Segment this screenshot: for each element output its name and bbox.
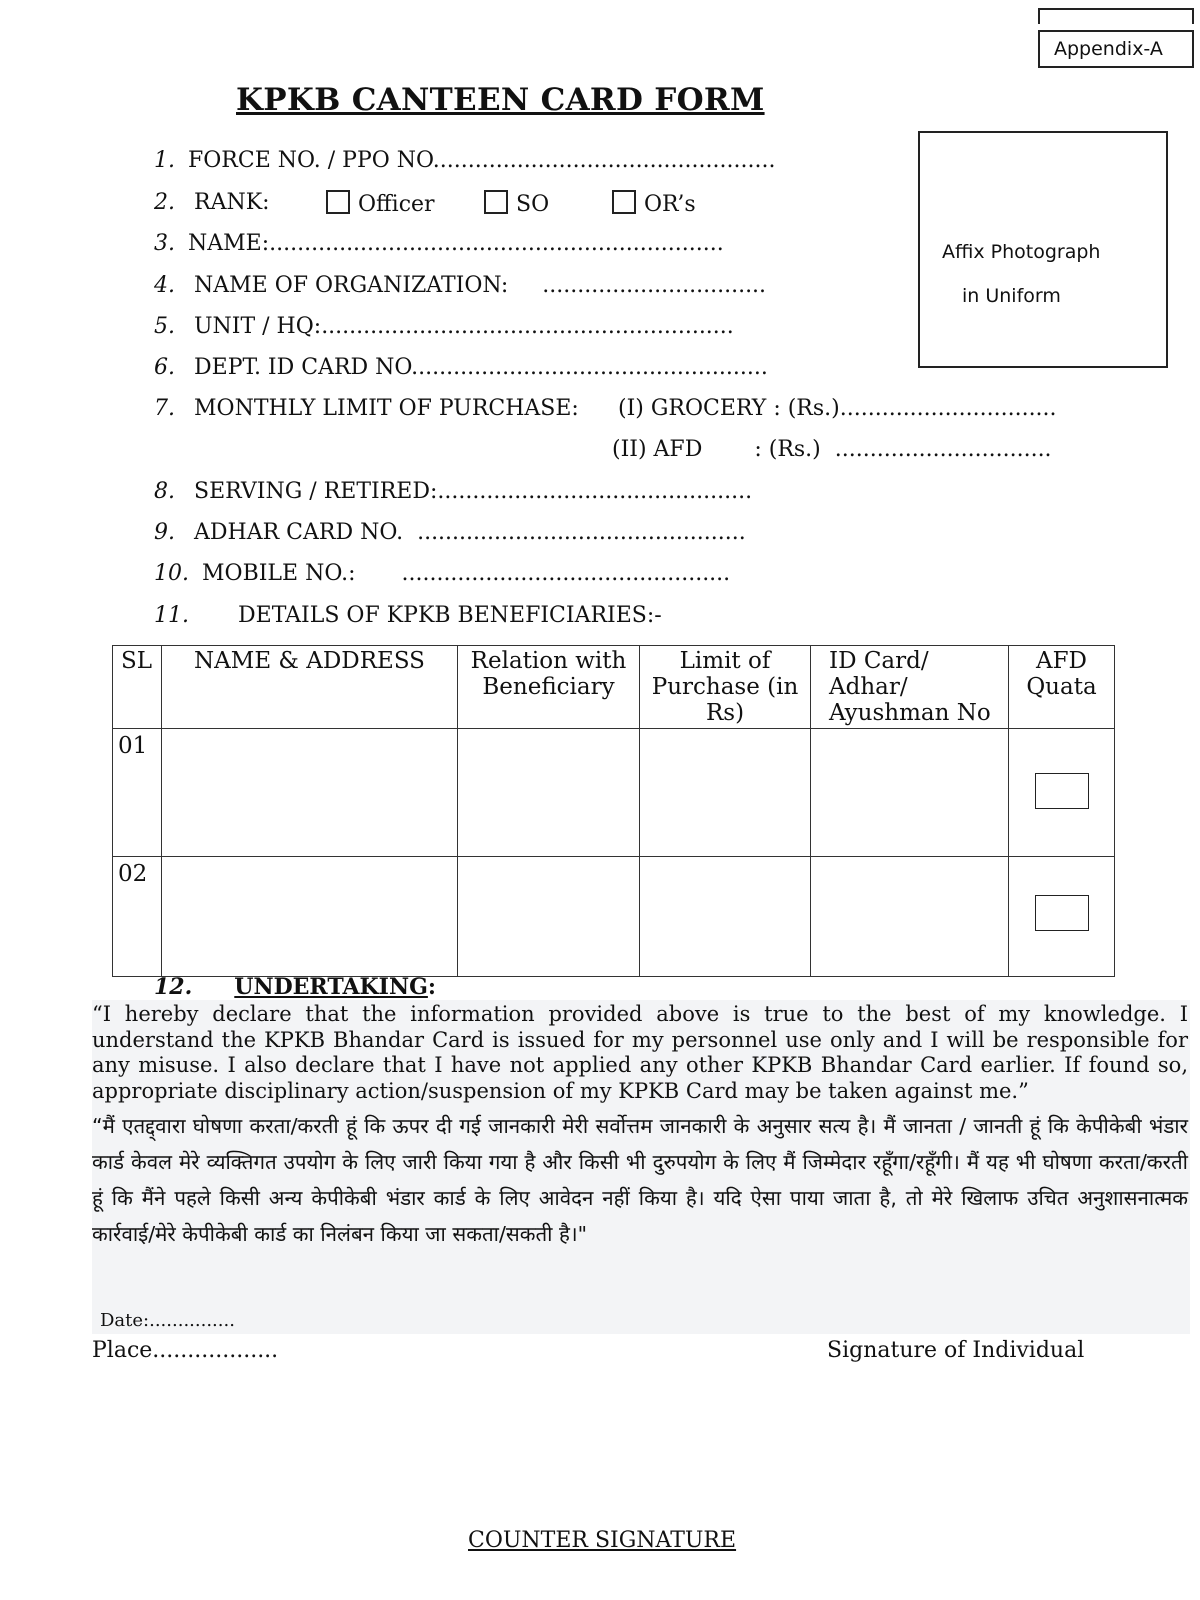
field-label: NAME OF ORGANIZATION: bbox=[194, 273, 509, 298]
table-row bbox=[113, 857, 1115, 977]
field-afd-limit[interactable] bbox=[612, 437, 1052, 462]
photo-box[interactable] bbox=[918, 131, 1168, 368]
form-title: KPKB CANTEEN CARD FORM bbox=[236, 82, 765, 118]
field-number: 1. bbox=[154, 148, 175, 173]
field-dots: ................................................... bbox=[411, 355, 768, 380]
field-dept-id[interactable] bbox=[154, 355, 768, 380]
field-serving-retired[interactable] bbox=[154, 479, 752, 504]
field-number: 4. bbox=[154, 273, 175, 298]
cell-afd-quata bbox=[1009, 729, 1115, 857]
field-organization[interactable] bbox=[154, 273, 766, 298]
cell-id-card[interactable] bbox=[811, 857, 1009, 977]
field-grocery-limit[interactable] bbox=[618, 396, 1057, 421]
field-name[interactable] bbox=[154, 231, 724, 256]
appendix-label: Appendix-A bbox=[1038, 30, 1194, 68]
rank-option-so[interactable] bbox=[484, 190, 549, 217]
field-number: 11. bbox=[154, 603, 189, 628]
afd-label: (II) AFD bbox=[612, 437, 703, 462]
appendix-top-mark bbox=[1038, 8, 1194, 24]
undertaking-english-text: “I hereby declare that the information provided above is true to the best of my knowledge. I understand the KPKB Bhandar Card is issued for my personnel use only and I will be responsible for any misuse. I also declare that I have not applied any other KPKB Bhandar Card earlier. If found so, appropriate disciplinary action/suspension of my KPKB Card may be taken against me.” bbox=[92, 1002, 1188, 1103]
field-dots: ............................................. bbox=[437, 479, 753, 504]
field-dots: ............................... bbox=[834, 437, 1052, 462]
field-number: 9. bbox=[154, 520, 175, 545]
column-header-sl: SL bbox=[113, 646, 162, 729]
field-rank bbox=[154, 190, 270, 215]
field-label: SERVING / RETIRED: bbox=[194, 479, 438, 504]
field-number: 10. bbox=[154, 561, 189, 586]
table-row bbox=[113, 729, 1115, 857]
field-dots: ........................................................... bbox=[321, 314, 734, 339]
cell-limit[interactable] bbox=[640, 857, 811, 977]
field-label: DETAILS OF KPKB BENEFICIARIES:- bbox=[238, 603, 662, 628]
field-dots: ............................................... bbox=[417, 520, 746, 545]
cell-limit[interactable] bbox=[640, 729, 811, 857]
row-sl: 01 bbox=[113, 729, 162, 857]
column-header-name-address: NAME & ADDRESS bbox=[162, 646, 458, 729]
afd-rs-label: : (Rs.) bbox=[754, 437, 821, 462]
afd-quata-checkbox[interactable] bbox=[1035, 773, 1089, 809]
photo-box-line1: Affix Photograph bbox=[942, 241, 1101, 263]
field-label: MONTHLY LIMIT OF PURCHASE: bbox=[194, 396, 579, 421]
field-force-no[interactable] bbox=[154, 148, 775, 173]
field-label: MOBILE NO.: bbox=[202, 561, 356, 586]
field-number: 8. bbox=[154, 479, 175, 504]
undertaking-number: 12. bbox=[154, 974, 193, 1000]
date-field[interactable]: Date:............... bbox=[100, 1310, 235, 1331]
column-header-afd-quata: AFD Quata bbox=[1009, 646, 1115, 729]
field-unit-hq[interactable] bbox=[154, 314, 734, 339]
undertaking-title: UNDERTAKING bbox=[234, 974, 428, 1000]
cell-name-address[interactable] bbox=[162, 857, 458, 977]
cell-relation[interactable] bbox=[458, 857, 640, 977]
rank-option-label: OR’s bbox=[644, 192, 696, 217]
field-number: 5. bbox=[154, 314, 175, 339]
field-dots: ............................... bbox=[839, 396, 1057, 421]
field-label: FORCE NO. / PPO NO bbox=[188, 148, 433, 173]
afd-quata-checkbox[interactable] bbox=[1035, 895, 1089, 931]
field-dots: ............................................... bbox=[401, 561, 731, 586]
cell-name-address[interactable] bbox=[162, 729, 458, 857]
table-header-row bbox=[113, 646, 1115, 729]
field-adhar[interactable] bbox=[154, 520, 746, 545]
checkbox-officer[interactable] bbox=[326, 190, 350, 214]
grocery-label: (I) GROCERY : (Rs.) bbox=[618, 396, 840, 421]
undertaking-heading: 12. UNDERTAKING: bbox=[154, 974, 436, 1000]
field-number: 6. bbox=[154, 355, 175, 380]
field-label: RANK: bbox=[194, 190, 270, 215]
field-number: 2. bbox=[154, 190, 175, 215]
photo-box-line2: in Uniform bbox=[962, 285, 1061, 307]
field-label: ADHAR CARD NO. bbox=[194, 520, 404, 545]
signature-of-individual: Signature of Individual bbox=[827, 1338, 1085, 1363]
field-beneficiaries-heading bbox=[154, 603, 662, 628]
column-header-limit: Limit of Purchase (in Rs) bbox=[640, 646, 811, 729]
field-label: DEPT. ID CARD NO bbox=[194, 355, 412, 380]
cell-relation[interactable] bbox=[458, 729, 640, 857]
field-number: 3. bbox=[154, 231, 175, 256]
rank-option-officer[interactable] bbox=[326, 190, 435, 217]
cell-afd-quata bbox=[1009, 857, 1115, 977]
cell-id-card[interactable] bbox=[811, 729, 1009, 857]
row-sl: 02 bbox=[113, 857, 162, 977]
field-mobile[interactable] bbox=[154, 561, 730, 586]
checkbox-ors[interactable] bbox=[612, 190, 636, 214]
field-dots: ................................ bbox=[542, 273, 767, 298]
rank-option-ors[interactable] bbox=[612, 190, 696, 217]
field-number: 7. bbox=[154, 396, 175, 421]
counter-signature: COUNTER SIGNATURE bbox=[468, 1528, 737, 1553]
beneficiaries-table bbox=[112, 645, 1115, 977]
field-label: UNIT / HQ: bbox=[194, 314, 322, 339]
column-header-id-card: ID Card/ Adhar/ Ayushman No bbox=[811, 646, 1009, 729]
column-header-relation: Relation with Beneficiary bbox=[458, 646, 640, 729]
rank-option-label: SO bbox=[516, 192, 550, 217]
field-monthly-limit bbox=[154, 396, 579, 421]
rank-option-label: Officer bbox=[358, 192, 435, 217]
checkbox-so[interactable] bbox=[484, 190, 508, 214]
field-dots: ................................................................. bbox=[269, 231, 724, 256]
place-field[interactable]: Place.................. bbox=[92, 1338, 279, 1363]
field-label: NAME: bbox=[188, 231, 270, 256]
field-dots: ................................................. bbox=[432, 148, 776, 173]
undertaking-hindi-text: “मैं एतद्द्वारा घोषणा करता/करती हूं कि ऊपर दी गई जानकारी मेरी सर्वोत्तम जानकारी के अनुसार सत्य है। मैं जानता / जानती हूं कि केपीकेबी भंडार कार्ड केवल मेरे व्यक्तिगत उपयोग के लिए जारी किया गया है और किसी भी दुरुपयोग के लिए मैं जिम्मेदार रहूँगा/रहूँगी। मैं यह भी घोषणा करता/करती हूं कि मैंने पहले किसी अन्य केपीकेबी भंडार कार्ड के लिए आवेदन नहीं किया है। यदि ऐसा पाया जाता है, तो मेरे खिलाफ उचित अनुशासनात्मक कार्रवाई/मेरे केपीकेबी कार्ड का निलंबन किया जा सकता/सकती है।" bbox=[92, 1114, 1188, 1246]
